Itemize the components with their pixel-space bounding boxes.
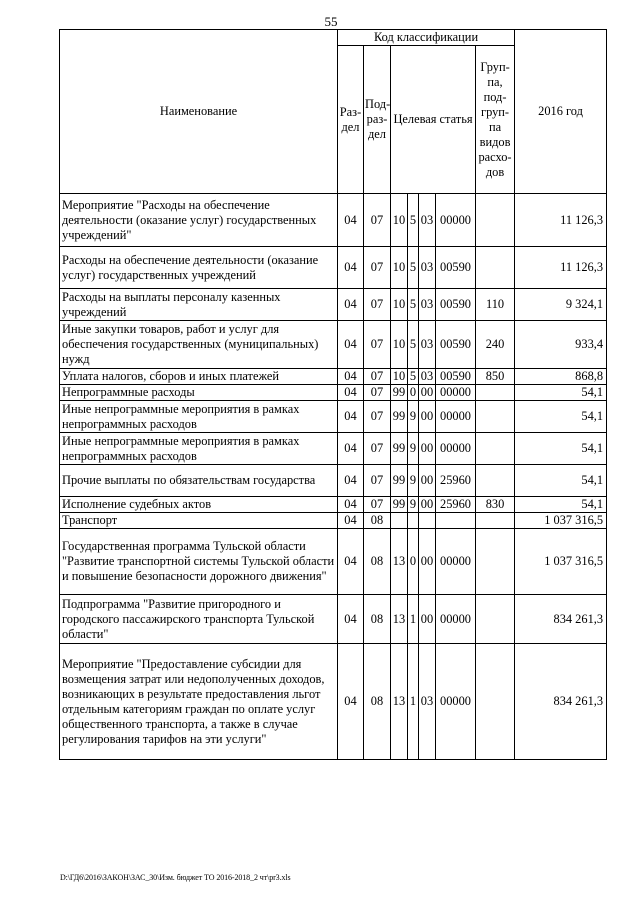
budget-table bbox=[59, 29, 607, 760]
row-target-event: 00 bbox=[419, 497, 436, 513]
row-name: Расходы на обеспечение деятельности (оказание услуг) государственных учреждений bbox=[60, 247, 338, 289]
row-target-subprogram: 5 bbox=[408, 247, 419, 289]
row-amount: 868,8 bbox=[515, 369, 607, 385]
row-section: 04 bbox=[338, 433, 364, 465]
row-target-direction: 00000 bbox=[436, 194, 476, 247]
row-target-subprogram: 5 bbox=[408, 321, 419, 369]
row-subsection: 07 bbox=[364, 369, 391, 385]
row-target-direction: 00000 bbox=[436, 595, 476, 644]
row-target-direction: 00590 bbox=[436, 321, 476, 369]
row-target-program: 99 bbox=[391, 401, 408, 433]
row-target-program: 13 bbox=[391, 644, 408, 760]
row-section: 04 bbox=[338, 497, 364, 513]
table-row bbox=[60, 247, 607, 289]
row-amount: 834 261,3 bbox=[515, 644, 607, 760]
row-target-program: 10 bbox=[391, 247, 408, 289]
header-code: Код классификации bbox=[338, 30, 515, 46]
row-group bbox=[476, 595, 515, 644]
table-row bbox=[60, 513, 607, 529]
row-subsection: 08 bbox=[364, 595, 391, 644]
row-amount: 54,1 bbox=[515, 497, 607, 513]
row-group bbox=[476, 194, 515, 247]
row-subsection: 07 bbox=[364, 289, 391, 321]
row-name: Исполнение судебных актов bbox=[60, 497, 338, 513]
row-target-direction: 00000 bbox=[436, 529, 476, 595]
row-group: 240 bbox=[476, 321, 515, 369]
row-target-event: 00 bbox=[419, 529, 436, 595]
row-name: Расходы на выплаты персоналу казенных учреждений bbox=[60, 289, 338, 321]
row-target-event: 00 bbox=[419, 401, 436, 433]
row-amount: 1 037 316,5 bbox=[515, 529, 607, 595]
row-section: 04 bbox=[338, 369, 364, 385]
row-target-event: 00 bbox=[419, 595, 436, 644]
row-target-program: 99 bbox=[391, 433, 408, 465]
header-subsection: Под-раз-дел bbox=[364, 46, 391, 194]
row-amount: 54,1 bbox=[515, 385, 607, 401]
row-target-subprogram: 1 bbox=[408, 644, 419, 760]
row-target-program bbox=[391, 513, 408, 529]
row-name: Уплата налогов, сборов и иных платежей bbox=[60, 369, 338, 385]
row-target-event: 00 bbox=[419, 385, 436, 401]
row-group bbox=[476, 385, 515, 401]
row-target-event: 03 bbox=[419, 194, 436, 247]
table-row bbox=[60, 529, 607, 595]
table-row bbox=[60, 369, 607, 385]
row-target-subprogram: 9 bbox=[408, 465, 419, 497]
table-row bbox=[60, 465, 607, 497]
row-subsection: 08 bbox=[364, 529, 391, 595]
row-subsection: 08 bbox=[364, 513, 391, 529]
row-subsection: 07 bbox=[364, 247, 391, 289]
row-target-program: 99 bbox=[391, 497, 408, 513]
table-row bbox=[60, 401, 607, 433]
row-target-program: 99 bbox=[391, 385, 408, 401]
row-amount: 11 126,3 bbox=[515, 247, 607, 289]
row-target-subprogram: 5 bbox=[408, 289, 419, 321]
row-group bbox=[476, 433, 515, 465]
row-target-direction: 00000 bbox=[436, 433, 476, 465]
row-subsection: 07 bbox=[364, 321, 391, 369]
file-path-footer: D:\ГД6\2016\ЗАКОН\ЗАС_30\Изм. бюджет ТО 2016-2018_2 чт\pr3.xls bbox=[60, 873, 291, 882]
table-row bbox=[60, 321, 607, 369]
row-name: Иные непрограммные мероприятия в рамках непрограммных расходов bbox=[60, 433, 338, 465]
row-group bbox=[476, 513, 515, 529]
row-target-direction: 25960 bbox=[436, 465, 476, 497]
row-amount: 1 037 316,5 bbox=[515, 513, 607, 529]
row-target-subprogram bbox=[408, 513, 419, 529]
row-target-program: 13 bbox=[391, 595, 408, 644]
row-target-subprogram: 5 bbox=[408, 369, 419, 385]
header-target: Целевая статья bbox=[391, 46, 476, 194]
table-row bbox=[60, 289, 607, 321]
row-section: 04 bbox=[338, 465, 364, 497]
row-amount: 9 324,1 bbox=[515, 289, 607, 321]
row-target-event: 00 bbox=[419, 433, 436, 465]
row-amount: 11 126,3 bbox=[515, 194, 607, 247]
row-group: 110 bbox=[476, 289, 515, 321]
row-section: 04 bbox=[338, 529, 364, 595]
row-target-program: 10 bbox=[391, 289, 408, 321]
row-target-direction bbox=[436, 513, 476, 529]
table-row bbox=[60, 497, 607, 513]
row-target-direction: 00000 bbox=[436, 644, 476, 760]
row-section: 04 bbox=[338, 194, 364, 247]
row-target-subprogram: 1 bbox=[408, 595, 419, 644]
row-target-event: 00 bbox=[419, 465, 436, 497]
row-group: 830 bbox=[476, 497, 515, 513]
row-group bbox=[476, 644, 515, 760]
row-subsection: 07 bbox=[364, 401, 391, 433]
row-section: 04 bbox=[338, 385, 364, 401]
row-subsection: 07 bbox=[364, 497, 391, 513]
row-target-program: 99 bbox=[391, 465, 408, 497]
row-section: 04 bbox=[338, 595, 364, 644]
row-target-subprogram: 5 bbox=[408, 194, 419, 247]
row-group bbox=[476, 529, 515, 595]
row-name: Непрограммные расходы bbox=[60, 385, 338, 401]
row-section: 04 bbox=[338, 401, 364, 433]
row-group: 850 bbox=[476, 369, 515, 385]
row-amount: 834 261,3 bbox=[515, 595, 607, 644]
row-section: 04 bbox=[338, 644, 364, 760]
row-name: Иные закупки товаров, работ и услуг для обеспечения государственных (муниципальных) нужд bbox=[60, 321, 338, 369]
row-section: 04 bbox=[338, 321, 364, 369]
row-target-direction: 00590 bbox=[436, 247, 476, 289]
row-name: Транспорт bbox=[60, 513, 338, 529]
row-target-event bbox=[419, 513, 436, 529]
row-group bbox=[476, 401, 515, 433]
row-target-event: 03 bbox=[419, 289, 436, 321]
row-group bbox=[476, 465, 515, 497]
page-number: 55 bbox=[324, 14, 338, 29]
row-amount: 54,1 bbox=[515, 433, 607, 465]
row-target-program: 10 bbox=[391, 369, 408, 385]
row-target-program: 13 bbox=[391, 529, 408, 595]
header-section: Раз-дел bbox=[338, 46, 364, 194]
row-subsection: 07 bbox=[364, 465, 391, 497]
row-amount: 933,4 bbox=[515, 321, 607, 369]
table-row bbox=[60, 595, 607, 644]
row-subsection: 07 bbox=[364, 433, 391, 465]
row-target-subprogram: 0 bbox=[408, 529, 419, 595]
table-row bbox=[60, 194, 607, 247]
row-subsection: 07 bbox=[364, 194, 391, 247]
row-target-subprogram: 0 bbox=[408, 385, 419, 401]
row-section: 04 bbox=[338, 289, 364, 321]
row-target-event: 03 bbox=[419, 247, 436, 289]
table-row bbox=[60, 385, 607, 401]
row-amount: 54,1 bbox=[515, 465, 607, 497]
row-target-program: 10 bbox=[391, 194, 408, 247]
row-target-direction: 00000 bbox=[436, 401, 476, 433]
header-group: Груп-па, под-груп-па видов расхо-дов bbox=[476, 46, 515, 194]
row-section: 04 bbox=[338, 247, 364, 289]
row-subsection: 08 bbox=[364, 644, 391, 760]
row-target-subprogram: 9 bbox=[408, 433, 419, 465]
table-row bbox=[60, 644, 607, 760]
row-name: Прочие выплаты по обязательствам государства bbox=[60, 465, 338, 497]
header-year: 2016 год bbox=[515, 30, 607, 194]
row-target-event: 03 bbox=[419, 369, 436, 385]
row-name: Иные непрограммные мероприятия в рамках непрограммных расходов bbox=[60, 401, 338, 433]
row-target-subprogram: 9 bbox=[408, 401, 419, 433]
row-target-event: 03 bbox=[419, 644, 436, 760]
row-name: Мероприятие "Расходы на обеспечение деятельности (оказание услуг) государственных учреждений" bbox=[60, 194, 338, 247]
table-row bbox=[60, 433, 607, 465]
row-target-direction: 25960 bbox=[436, 497, 476, 513]
row-name: Подпрограмма "Развитие пригородного и городского пассажирского транспорта Тульской области" bbox=[60, 595, 338, 644]
table-header bbox=[60, 30, 607, 194]
row-target-direction: 00590 bbox=[436, 369, 476, 385]
row-target-subprogram: 9 bbox=[408, 497, 419, 513]
row-amount: 54,1 bbox=[515, 401, 607, 433]
row-target-direction: 00000 bbox=[436, 385, 476, 401]
row-target-direction: 00590 bbox=[436, 289, 476, 321]
row-name: Государственная программа Тульской области "Развитие транспортной системы Тульской области и повышение безопасности дорожного движения" bbox=[60, 529, 338, 595]
row-section: 04 bbox=[338, 513, 364, 529]
row-group bbox=[476, 247, 515, 289]
row-name: Мероприятие "Предоставление субсидии для возмещения затрат или недополученных доходов, возникающих в результате предоставления льгот отдельным категориям граждан по оплате услуг общественного транспорта, а также в случае регулирования тарифов на эти услуги" bbox=[60, 644, 338, 760]
row-target-program: 10 bbox=[391, 321, 408, 369]
row-subsection: 07 bbox=[364, 385, 391, 401]
header-name: Наименование bbox=[60, 30, 338, 194]
row-target-event: 03 bbox=[419, 321, 436, 369]
